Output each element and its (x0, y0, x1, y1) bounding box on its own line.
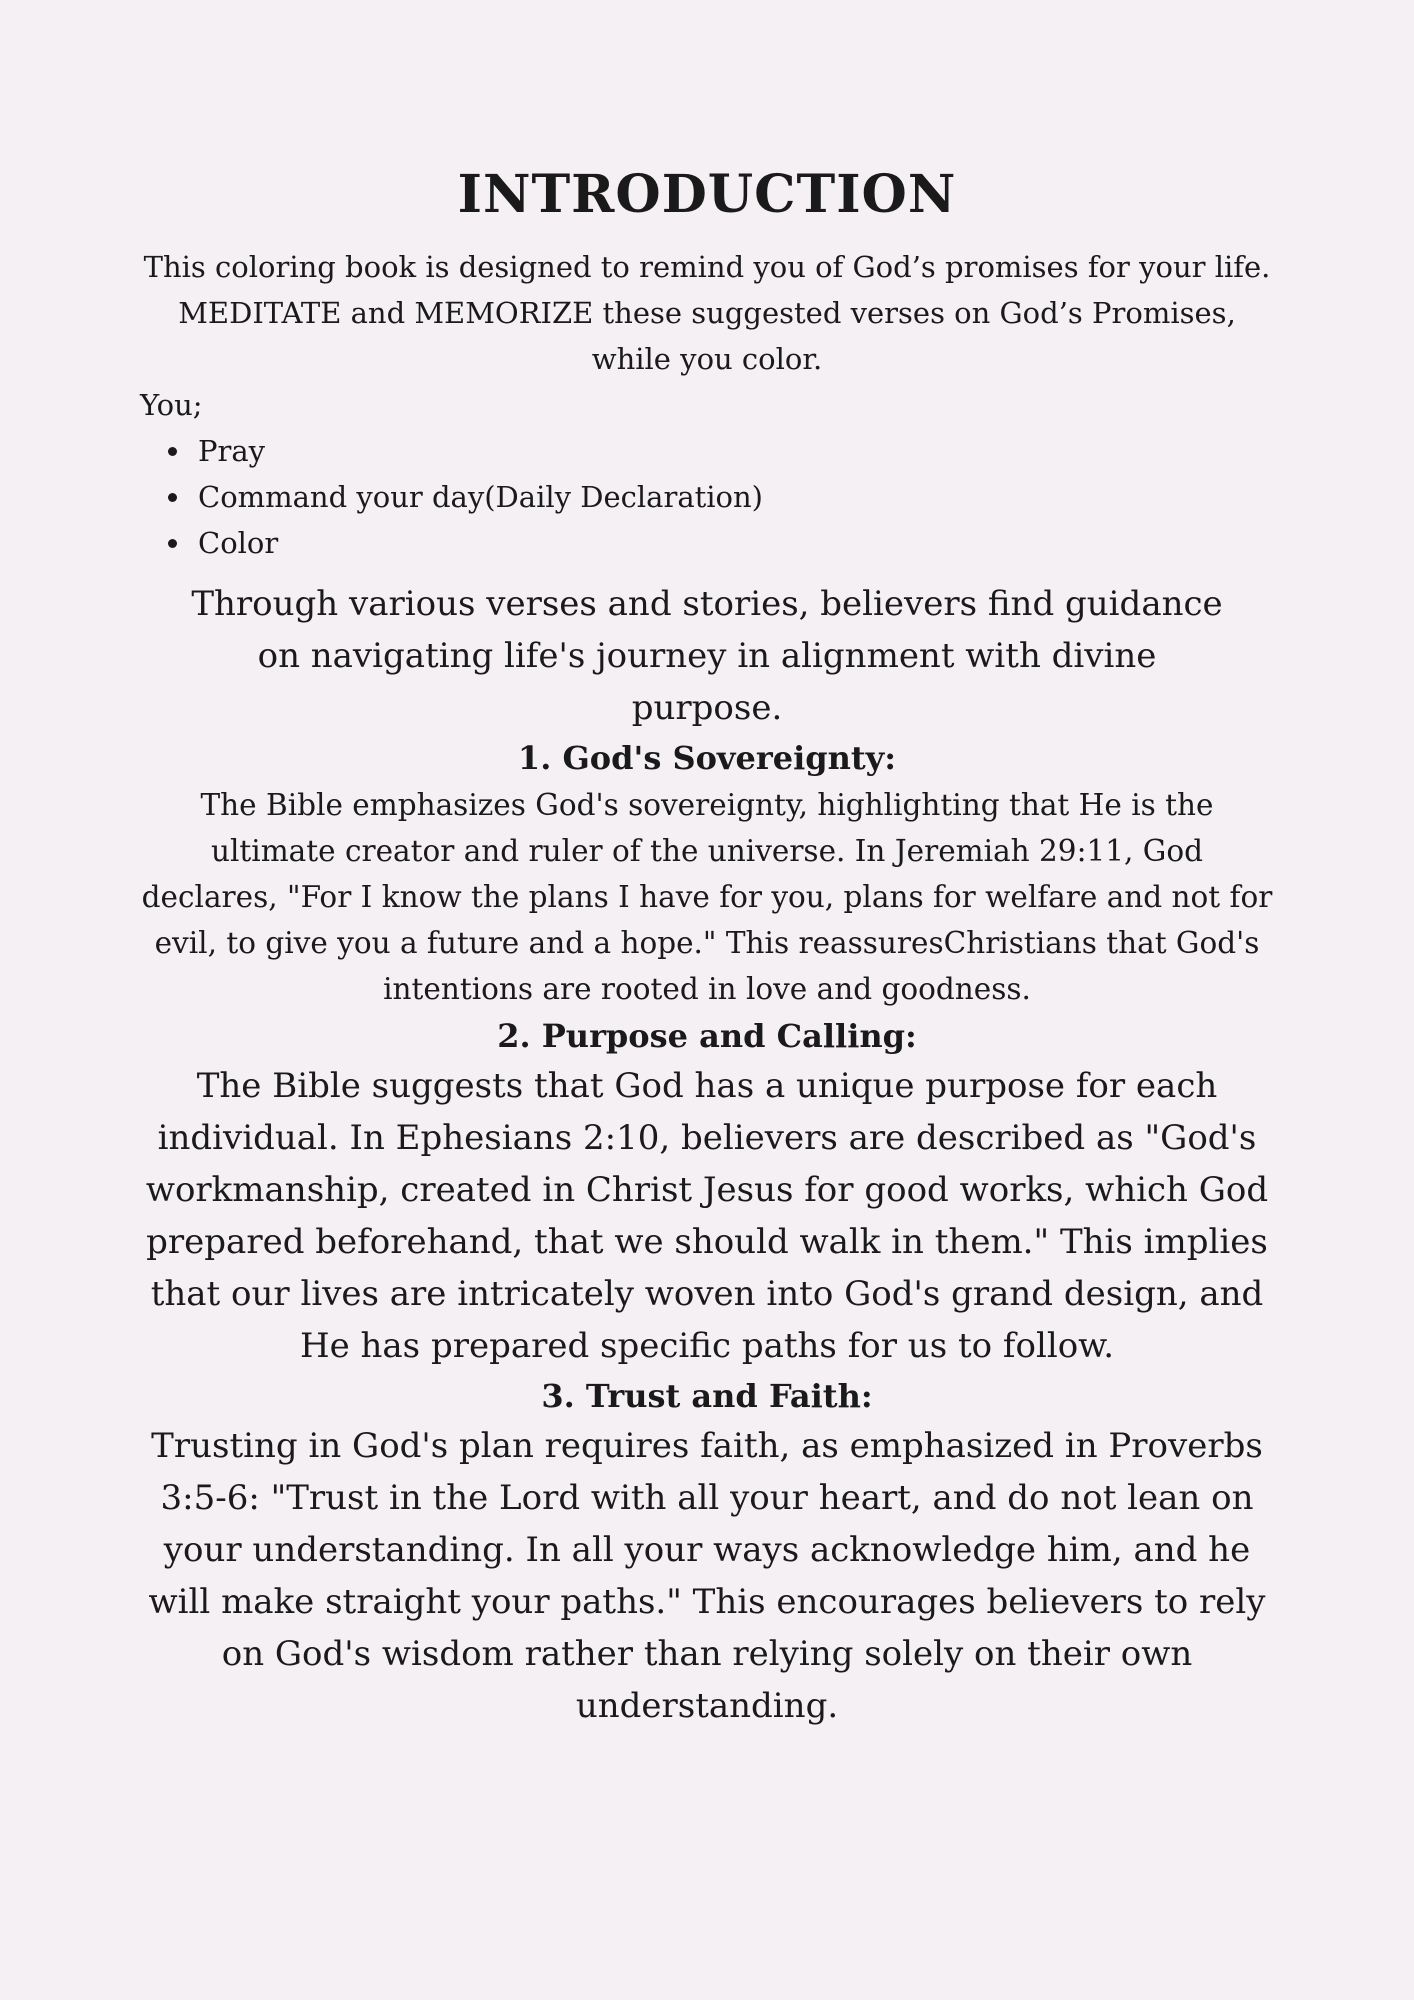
list-item (168, 428, 1274, 474)
bullet-icon (168, 493, 177, 502)
list-item (168, 520, 1274, 566)
intro-line-1: This coloring book is designed to remind you of God’s promises for your life. (143, 250, 1271, 284)
section-body-purpose: The Bible suggests that God has a unique purpose for each individual. In Ephesians 2:10, believers are described as "God's workmanship, created in Christ Jesus for good works, which God prepared beforehand, that we should walk in them." This implies that our lives are intricately woven into God's grand design, and He has prepared specific paths for us to follow. (145, 1066, 1269, 1366)
you-label: You; (140, 388, 203, 422)
section-body-trust: Trusting in God's plan requires faith, as emphasized in Proverbs 3:5-6: "Trust in the Lord with all your heart, and do not lean on your understanding. In all your ways acknowledge him, and he will make straight your paths." This encourages believers to rely on God's wisdom rather than relying solely on their own understanding. (148, 1426, 1266, 1726)
bullet-icon (168, 447, 177, 456)
intro-line-2: MEDITATE and MEMORIZE these suggested verses on God’s Promises, (178, 296, 1236, 330)
list-item-label: Pray (198, 434, 266, 468)
intro-line-3: while you color. (591, 342, 823, 376)
list-item-label: Color (198, 526, 279, 560)
activity-list (140, 428, 1274, 566)
section-heading-trust: 3. Trust and Faith: (541, 1377, 873, 1415)
section-heading-sovereignty: 1. God's Sovereignty: (517, 739, 897, 777)
page-title: INTRODUCTION (457, 164, 957, 225)
list-item (168, 474, 1274, 520)
lead-paragraph: Through various verses and stories, believers find guidance on navigating life's journey in alignment with divine purpose. (191, 584, 1223, 728)
bullet-icon (168, 539, 177, 548)
section-body-sovereignty: The Bible emphasizes God's sovereignty, highlighting that He is the ultimate creator and ruler of the universe. In Jeremiah 29:11, God declares, "For I know the plans I have for you, plans for welfare and not for evil, to give you a future and a hope." This reassuresChristians that God's intentions are rooted in love and goodness. (141, 788, 1273, 1006)
document-content (140, 160, 1274, 1732)
list-item-label: Command your day(Daily Declaration) (198, 480, 763, 514)
section-heading-purpose: 2. Purpose and Calling: (497, 1017, 917, 1055)
